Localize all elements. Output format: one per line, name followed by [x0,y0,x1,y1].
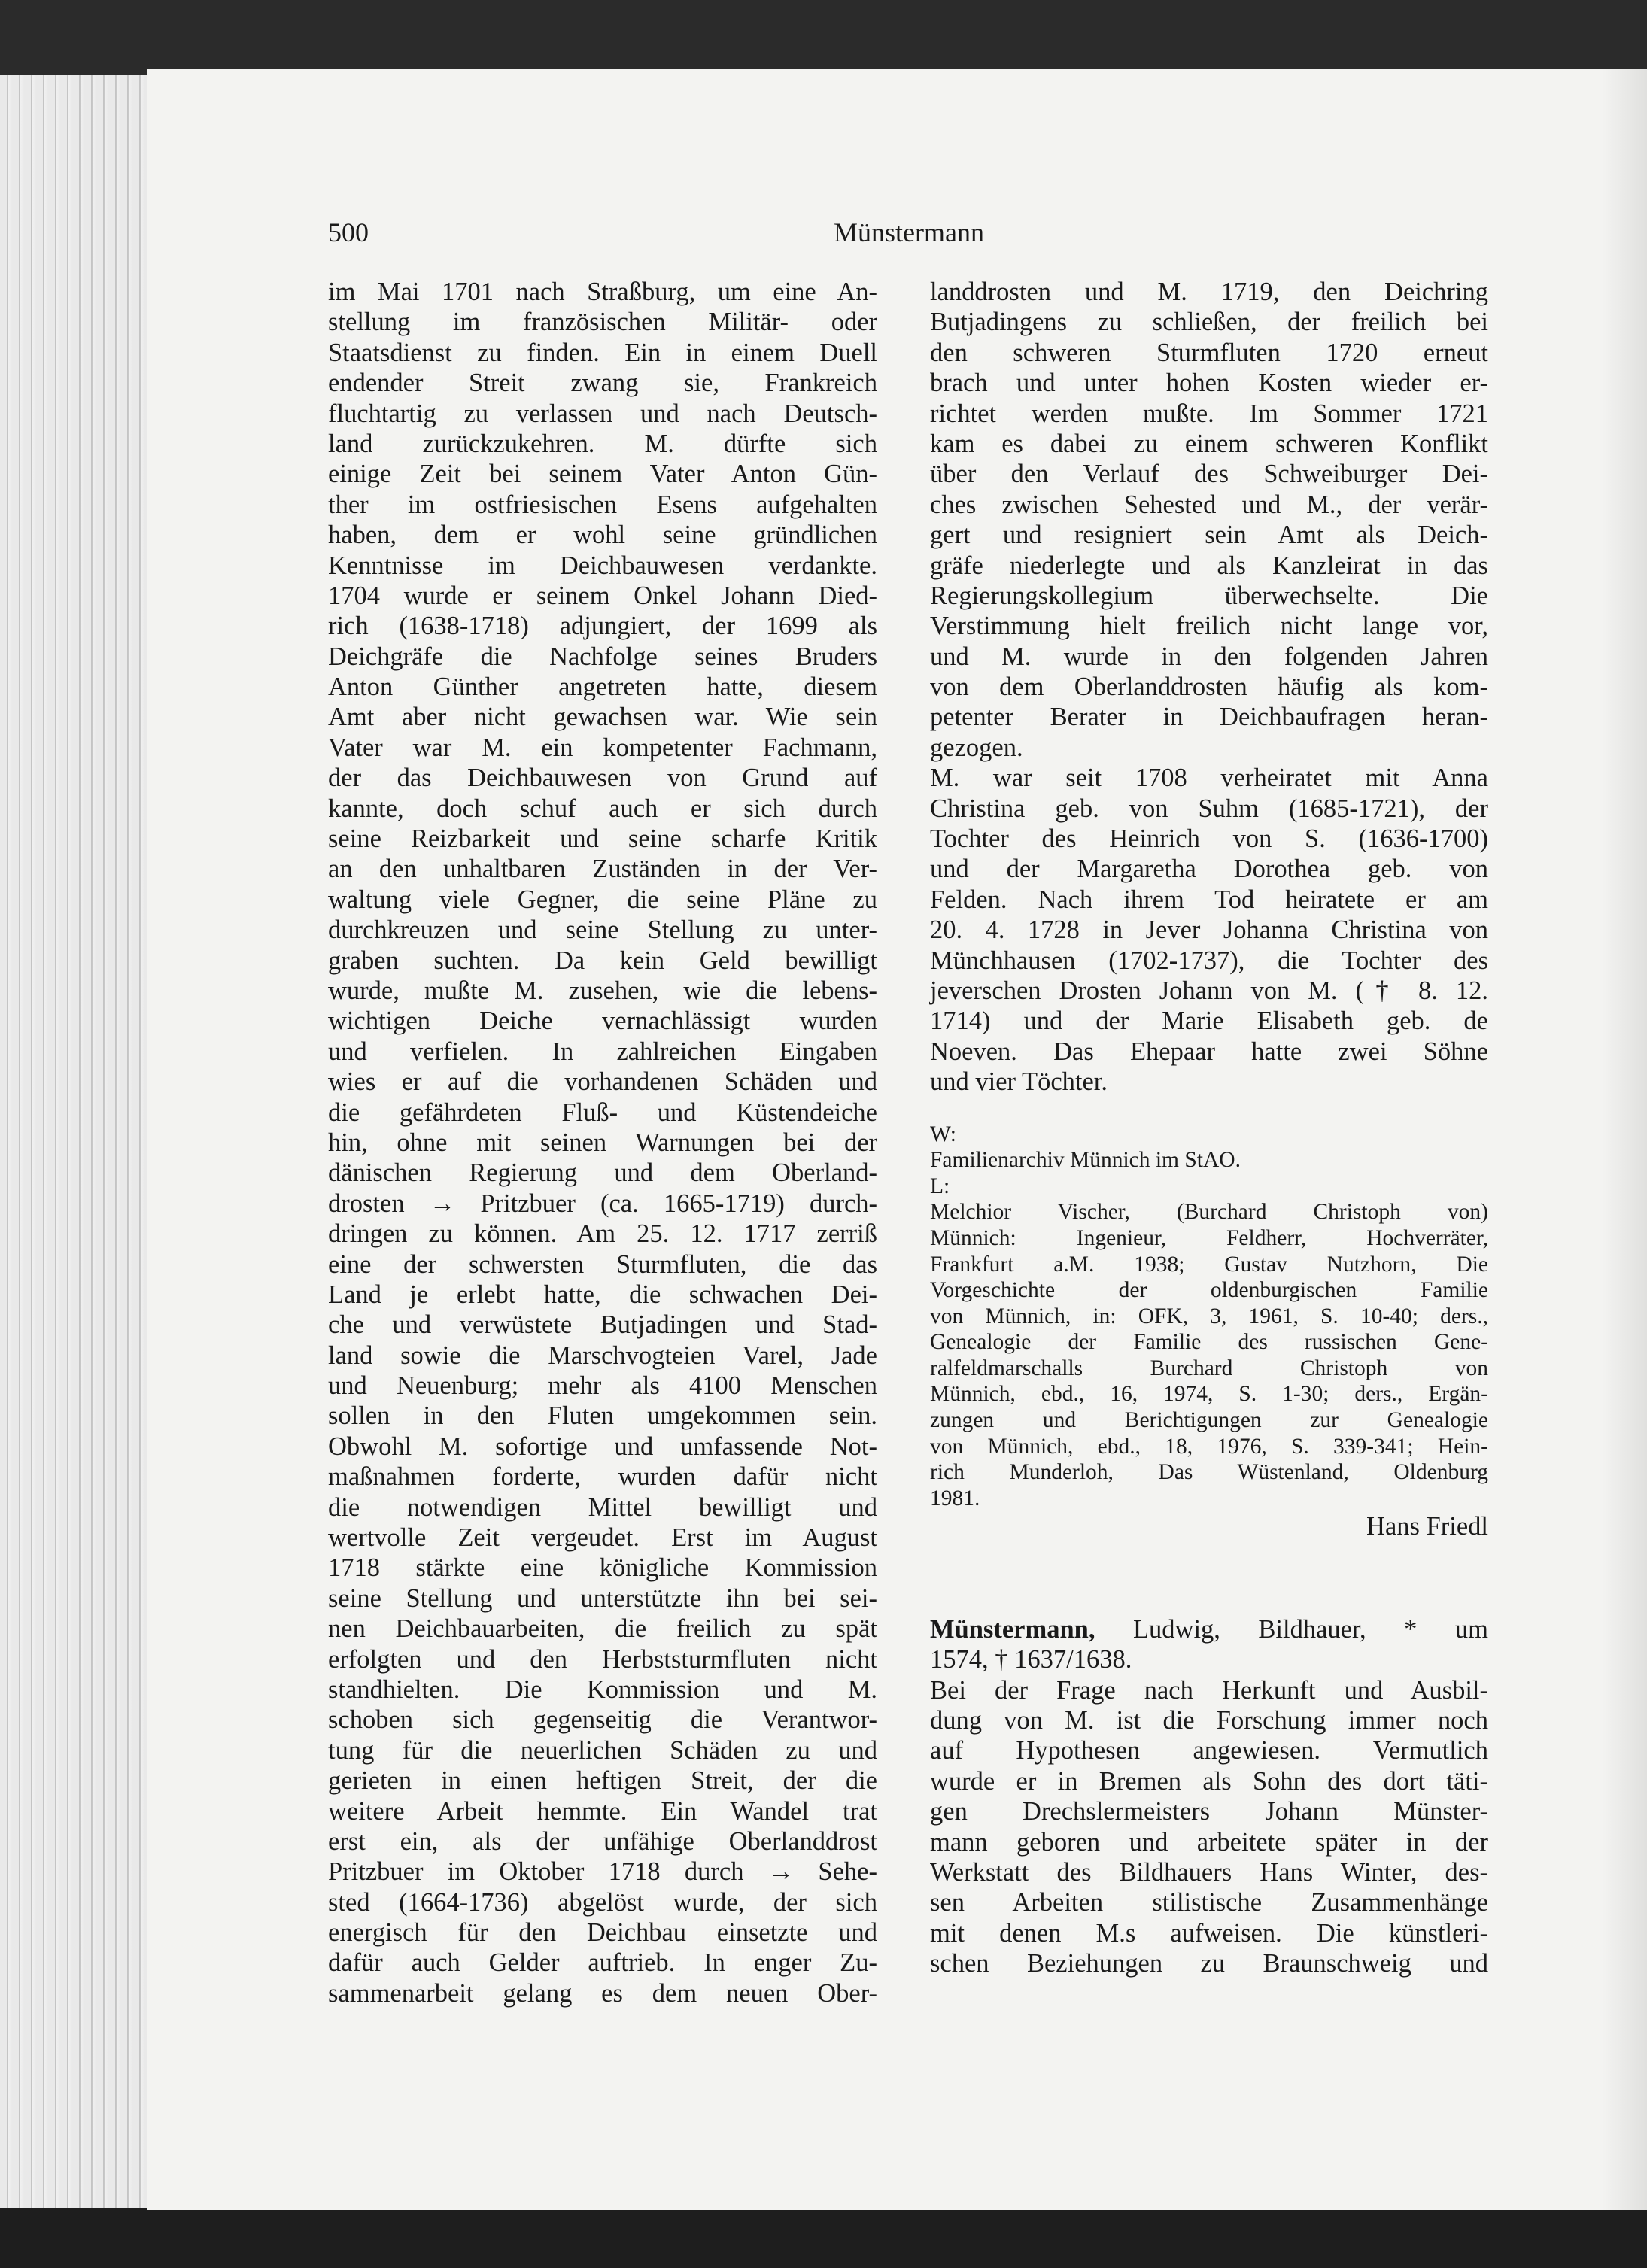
text-line: haben, dem er wohl seine gründlichen [328,521,877,550]
text-line: und Neuenburg; mehr als 4100 Menschen [328,1371,877,1401]
text-line: Melchior Vischer, (Burchard Christoph von) [930,1200,1488,1225]
text-line: den schweren Sturmfluten 1720 erneut [930,338,1488,367]
text-line: Vorgeschichte der oldenburgischen Familie [930,1278,1488,1303]
text-line: waltung viele Gegner, die seine Pläne zu [328,885,877,914]
literature-label: L: [930,1173,950,1198]
text-line: Land je erlebt hatte, die schwachen Dei- [328,1280,877,1309]
text-line: gert und resigniert sein Amt als Deich- [930,521,1488,550]
text-line: über den Verlauf des Schweiburger Dei- [930,460,1488,489]
text-line: seine Stellung und unterstützte ihn bei sei- [328,1583,877,1613]
text-line: Anton Günther angetreten hatte, diesem [328,673,877,702]
text-line: wertvolle Zeit vergeudet. Erst im August [328,1523,877,1553]
text-line: und der Margaretha Dorothea geb. von [930,855,1488,884]
text-line: ralfeldmarschalls Burchard Christoph von [930,1356,1488,1380]
text-line: im Mai 1701 nach Straßburg, um eine An- [328,278,877,306]
text-line: einige Zeit bei seinem Vater Anton Gün- [328,460,877,489]
text-line: sammenarbeit gelang es dem neuen Ober- [328,1978,877,2008]
paragraph-family [930,763,1488,1067]
text-line: Münchhausen (1702-1737), die Tochter des [930,946,1488,975]
text-line: 1718 stärkte eine königliche Kommission [328,1553,877,1583]
entry-heading [930,1614,1488,1644]
text-line: Deichgräfe die Nachfolge seines Bruders [328,642,877,671]
text-line: schen Beziehungen zu Braunschweig und [930,1949,1488,1978]
text-line: dringen zu können. Am 25. 12. 1717 zerriß [328,1219,877,1249]
text-line: mann geboren und arbeitete später in der [930,1827,1488,1857]
text-line: und M. wurde in den folgenden Jahren [930,642,1488,671]
text-line: die gefährdeten Fluß- und Küstendeiche [328,1098,877,1127]
text-line: auf Hypothesen angewiesen. Vermutlich [930,1736,1488,1766]
text-line: weitere Arbeit hemmte. Ein Wandel trat [328,1796,877,1826]
text-line: dafür auch Gelder auftrieb. In enger Zu- [328,1948,877,1978]
literature-line: 1981. [930,1486,980,1510]
text-line: standhielten. Die Kommission und M. [328,1674,877,1704]
page-header [328,217,1490,254]
text-line: Felden. Nach ihrem Tod heiratete er am [930,885,1488,914]
running-title: Münstermann [834,217,984,247]
entry-dates: 1574, † 1637/1638. [930,1645,1132,1674]
text-line: dung von M. ist die Forschung immer noch [930,1706,1488,1735]
text-line: schoben sich gegenseitig die Verantwor- [328,1705,877,1735]
right-text-column [930,277,1488,1979]
text-line: Obwohl M. sofortige und umfassende Not- [328,1432,877,1461]
text-line: drosten → Pritzbuer (ca. 1665-1719) durch- [328,1189,877,1218]
text-line: Amt aber nicht gewachsen war. Wie sein [328,703,877,732]
text-line: sted (1664-1736) abgelöst wurde, der sich [328,1887,877,1917]
text-line: Regierungskollegium überwechselte. Die [930,581,1488,610]
text-line: Münnich, ebd., 16, 1974, S. 1-30; ders., Ergän- [930,1382,1488,1407]
text-line: rich Munderloh, Das Wüstenland, Oldenburg [930,1460,1488,1485]
text-line: endender Streit zwang sie, Frankreich [328,369,877,398]
text-line: kannte, doch schuf auch er sich durch [328,794,877,823]
text-line: richtet werden mußte. Im Sommer 1721 [930,399,1488,428]
article-author: Hans Friedl [1366,1512,1488,1541]
entry-body [930,1675,1488,1979]
text-line: brach und unter hohen Kosten wieder er- [930,369,1488,398]
text-line: che und verwüstete Butjadingen und Stad- [328,1310,877,1340]
text-line: Münnich: Ingenieur, Feldherr, Hochverräter, [930,1225,1488,1250]
text-line: gerieten in einen heftigen Streit, der die [328,1766,877,1796]
text-line: wurde er in Bremen als Sohn des dort täti- [930,1766,1488,1796]
text-line: nen Deichbauarbeiten, die freilich zu spät [328,1614,877,1644]
text-line: Genealogie der Familie des russischen Gene- [930,1330,1488,1355]
text-line: die notwendigen Mittel bewilligt und [328,1492,877,1522]
text-line: Werkstatt des Bildhauers Hans Winter, des- [930,1857,1488,1887]
text-line: von dem Oberlanddrosten häufig als kom- [930,673,1488,702]
text-line: Tochter des Heinrich von S. (1636-1700) [930,824,1488,854]
text-line: gen Drechslermeisters Johann Münster- [930,1797,1488,1826]
text-line: petenter Berater in Deichbaufragen heran- [930,703,1488,732]
text-line: dänischen Regierung und dem Oberland- [328,1158,877,1188]
text-line: M. war seit 1708 verheiratet mit Anna [930,764,1488,793]
text-line: maßnahmen forderte, wurden dafür nicht [328,1462,877,1492]
text-line: wichtigen Deiche vernachlässigt wurden [328,1006,877,1036]
works-text: Familienarchiv Münnich im StAO. [930,1148,1241,1173]
spacer [930,1098,1488,1122]
text-line: land zurückzukehren. M. dürfte sich [328,429,877,458]
text-line: Kenntnisse im Deichbauwesen verdankte. [328,551,877,580]
text-line: Vater war M. ein kompetenter Fachmann, [328,733,877,762]
text-line: von Münnich, ebd., 18, 1976, S. 339-341; Hein- [930,1434,1488,1459]
text-line: landdrosten und M. 1719, den Deichring [930,278,1488,306]
text-line: graben suchten. Da kein Geld bewilligt [328,946,877,975]
entry-heading-rest: Ludwig, Bildhauer, * um [1095,1614,1488,1644]
text-line: Frankfurt a.M. 1938; Gustav Nutzhorn, Die [930,1252,1488,1277]
text-line: Verstimmung hielt freilich nicht lange vor, [930,612,1488,641]
text-line: hin, ohne mit seinen Warnungen bei der [328,1128,877,1157]
text-line: von Münnich, in: OFK, 3, 1961, S. 10-40; ders., [930,1304,1488,1328]
text-line: Christina geb. von Suhm (1685-1721), der [930,794,1488,823]
scan-bottom-background [0,2208,1647,2268]
text-line: gezogen. [930,733,1023,762]
text-line: stellung im französischen Militär- oder [328,308,877,337]
text-line: wies er auf die vorhandenen Schäden und [328,1067,877,1097]
text-line: durchkreuzen und seine Stellung zu unter- [328,915,877,945]
works-label: W: [930,1122,956,1146]
text-line: land sowie die Marschvogteien Varel, Jade [328,1340,877,1370]
text-line: 1714) und der Marie Elisabeth geb. de [930,1006,1488,1036]
text-line: wurde, mußte M. zusehen, wie die lebens- [328,976,877,1005]
text-line: jeverschen Drosten Johann von M. († 8. 12. [930,976,1488,1005]
text-line: energisch für den Deichbau einsetzte und [328,1918,877,1948]
text-line: sen Arbeiten stilistische Zusammenhänge [930,1888,1488,1917]
text-line: tung für die neuerlichen Schäden zu und [328,1735,877,1765]
text-line: erst ein, als der unfähige Oberlanddrost [328,1826,877,1856]
left-text-column [328,277,877,2008]
text-line: eine der schwersten Sturmfluten, die das [328,1249,877,1279]
text-line: der das Deichbauwesen von Grund auf [328,764,877,793]
text-line: und verfielen. In zahlreichen Eingaben [328,1037,877,1066]
spacer [930,1542,1488,1614]
text-line: ther im ostfriesischen Esens aufgehalten [328,490,877,519]
text-line: kam es dabei zu einem schweren Konflikt [930,429,1488,458]
text-line: und vier Töchter. [930,1067,1108,1097]
text-line: fluchtartig zu verlassen und nach Deutsch- [328,399,877,428]
text-line: erfolgten und den Herbststurmfluten nicht [328,1644,877,1674]
text-line: seine Reizbarkeit und seine scharfe Kritik [328,824,877,854]
text-line: Noeven. Das Ehepaar hatte zwei Söhne [930,1037,1488,1066]
paragraph-deichring [930,277,1488,733]
text-line: Bei der Frage nach Herkunft und Ausbil- [930,1675,1488,1705]
text-line: rich (1638-1718) adjungiert, der 1699 als [328,612,877,641]
entry-name: Münstermann, [930,1614,1095,1644]
text-line: 20. 4. 1728 in Jever Johanna Christina von [930,915,1488,945]
text-line: Pritzbuer im Oktober 1718 durch → Sehe- [328,1857,877,1887]
text-line: zungen und Berichtigungen zur Genealogie [930,1408,1488,1433]
text-line: sollen in den Fluten umgekommen sein. [328,1401,877,1431]
text-line: an den unhaltbaren Zuständen in der Ver- [328,855,877,884]
page-number: 500 [328,217,369,247]
text-line: Staatsdienst zu finden. Ein in einem Duell [328,338,877,367]
text-line: Butjadingens zu schließen, der freilich bei [930,308,1488,337]
text-line: ches zwischen Sehested und M., der verär- [930,490,1488,519]
book-page-edges [0,75,150,2212]
literature-list [930,1199,1488,1486]
text-line: gräfe niederlegte und als Kanzleirat in das [930,551,1488,580]
text-line: 1704 wurde er seinem Onkel Johann Died- [328,581,877,610]
text-line: mit denen M.s aufweisen. Die künstleri- [930,1918,1488,1948]
